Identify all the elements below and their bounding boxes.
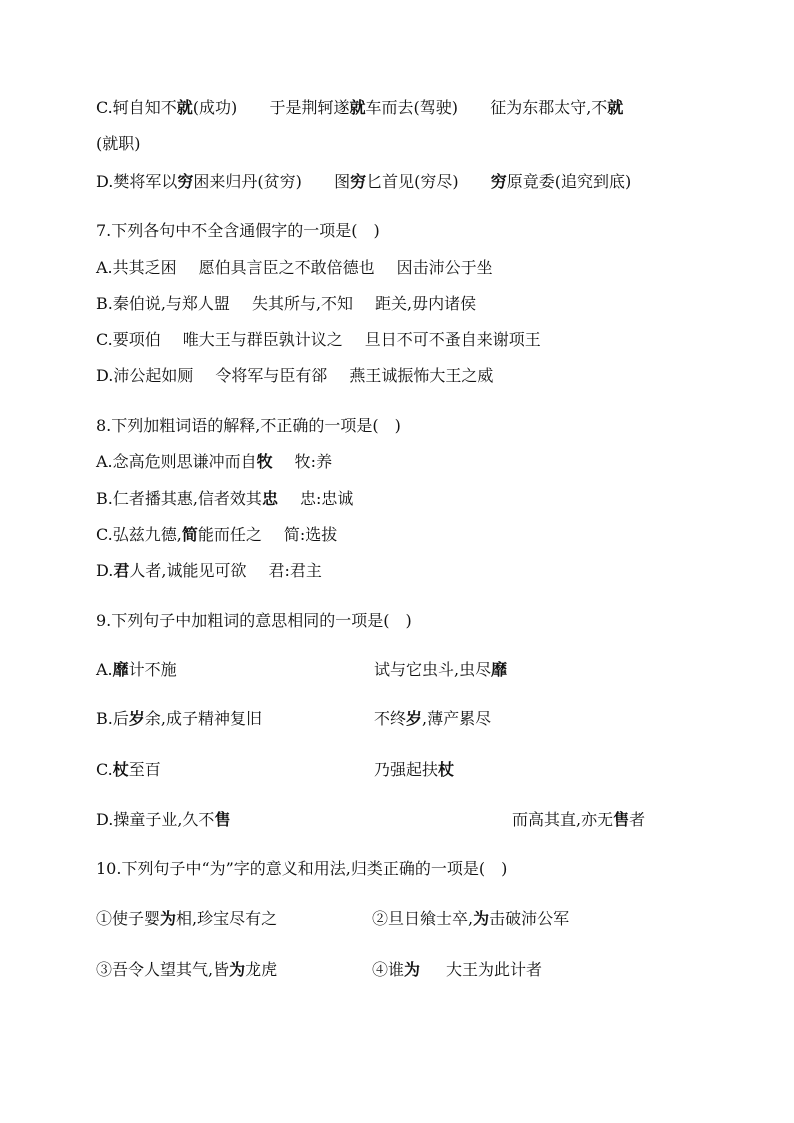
text: C.弘兹九德, bbox=[96, 525, 182, 544]
q7-option-d bbox=[96, 366, 493, 386]
bold-word: 忠 bbox=[261, 489, 278, 508]
q9-option-c-right bbox=[374, 760, 454, 780]
bold-word: 牧 bbox=[256, 452, 273, 471]
q9-stem: 9.下列句子中加粗词的意思相同的一项是( ) bbox=[96, 611, 412, 630]
text: 余,成子精神复旧 bbox=[144, 709, 262, 728]
q8-option-b bbox=[96, 489, 353, 509]
text: 不终 bbox=[374, 709, 407, 728]
bold-word: 靡 bbox=[112, 660, 129, 679]
text: D.樊将军以 bbox=[96, 172, 178, 191]
q6-option-c-cont: (就职) bbox=[96, 134, 141, 153]
bold-word: 为 bbox=[229, 960, 246, 979]
text: 至百 bbox=[128, 760, 161, 779]
text: 忠:忠诚 bbox=[299, 489, 354, 508]
q9-option-a-left bbox=[96, 660, 177, 680]
bold-word: 售 bbox=[613, 810, 630, 829]
text: B.后 bbox=[96, 709, 129, 728]
q8-option-a bbox=[96, 452, 332, 472]
bold-word: 君 bbox=[113, 561, 130, 580]
text: 匕首见(穷尽) bbox=[366, 172, 459, 191]
q9-option-b-right bbox=[374, 709, 491, 729]
text: A.念高危则思谦冲而自 bbox=[96, 452, 257, 471]
q7-stem: 7.下列各句中不全含通假字的一项是( ) bbox=[96, 221, 380, 240]
q9-option-d-right bbox=[512, 810, 645, 830]
text: B.秦伯说,与郑人盟 bbox=[96, 294, 230, 313]
bold-word: 岁 bbox=[128, 709, 145, 728]
text: 距关,毋内诸侯 bbox=[375, 294, 477, 313]
text: 令将军与臣有郤 bbox=[215, 366, 328, 385]
text: A. bbox=[96, 660, 113, 679]
text: D. bbox=[96, 561, 114, 580]
bold-word: 穷 bbox=[490, 172, 507, 191]
text: 大王为此计者 bbox=[446, 960, 543, 979]
text: D.操童子业,久不 bbox=[96, 810, 215, 829]
q7-option-a bbox=[96, 258, 493, 278]
q8-stem: 8.下列加粗词语的解释,不正确的一项是( ) bbox=[96, 416, 401, 435]
q9-option-d-left bbox=[96, 810, 230, 830]
text: 图 bbox=[334, 172, 351, 191]
q10-stem: 10.下列句子中“为”字的意义和用法,归类正确的一项是( ) bbox=[96, 859, 508, 878]
q8-option-d bbox=[96, 561, 322, 581]
text: C.轲自知不 bbox=[96, 98, 177, 117]
text: 简:选拔 bbox=[283, 525, 338, 544]
text: 旦日不可不蚤自来谢项王 bbox=[364, 330, 541, 349]
text: 试与它虫斗,虫尽 bbox=[374, 660, 492, 679]
text: C. bbox=[96, 760, 113, 779]
bold-word: 岁 bbox=[406, 709, 423, 728]
text: B.仁者播其惠,信者效其 bbox=[96, 489, 262, 508]
text: 车而去(驾驶) bbox=[365, 98, 458, 117]
bold-word: 为 bbox=[404, 960, 421, 979]
bold-word: 杖 bbox=[438, 760, 455, 779]
text: C.要项伯 bbox=[96, 330, 161, 349]
q10-item-4 bbox=[372, 960, 542, 980]
bold-word: 穷 bbox=[350, 172, 367, 191]
text: 计不施 bbox=[128, 660, 177, 679]
text: 原竟委(追究到底) bbox=[506, 172, 632, 191]
text: 能而任之 bbox=[197, 525, 262, 544]
text: (成功) bbox=[192, 98, 238, 117]
text: 君:君主 bbox=[268, 561, 322, 580]
bold-word: 简 bbox=[181, 525, 198, 544]
q7-option-c bbox=[96, 330, 541, 350]
text: A.共其乏困 bbox=[96, 258, 177, 277]
text: 龙虎 bbox=[245, 960, 278, 979]
bold-word: 穷 bbox=[177, 172, 194, 191]
text: 失其所与,不知 bbox=[251, 294, 354, 313]
text: 愿伯具言臣之不敢倍德也 bbox=[198, 258, 375, 277]
q10-item-1 bbox=[96, 909, 277, 929]
text: 击破沛公军 bbox=[489, 909, 570, 928]
text: D.沛公起如厕 bbox=[96, 366, 194, 385]
q6-option-d bbox=[96, 172, 631, 192]
bold-word: 靡 bbox=[491, 660, 508, 679]
q10-item-2 bbox=[372, 909, 569, 929]
text: 者 bbox=[629, 810, 646, 829]
text: ④谁 bbox=[372, 960, 405, 979]
bold-word: 就 bbox=[349, 98, 366, 117]
bold-word: 就 bbox=[607, 98, 624, 117]
bold-word: 为 bbox=[160, 909, 177, 928]
q10-item-3 bbox=[96, 960, 277, 980]
text: ①使子婴 bbox=[96, 909, 161, 928]
text: 困来归丹(贫穷) bbox=[193, 172, 302, 191]
bold-word: 售 bbox=[214, 810, 231, 829]
text: 人者,诚能见可欲 bbox=[129, 561, 247, 580]
bold-word: 杖 bbox=[112, 760, 129, 779]
text: 因击沛公于坐 bbox=[396, 258, 493, 277]
text: ,薄产累尽 bbox=[422, 709, 492, 728]
bold-word: 就 bbox=[176, 98, 193, 117]
text: 燕王诚振怖大王之威 bbox=[349, 366, 494, 385]
text: 乃强起扶 bbox=[374, 760, 439, 779]
text: 于是荆轲遂 bbox=[269, 98, 350, 117]
text: ②旦日飨士卒, bbox=[372, 909, 474, 928]
q9-option-b-left bbox=[96, 709, 262, 729]
bold-word: 为 bbox=[473, 909, 490, 928]
text: ③吾令人望其气,皆 bbox=[96, 960, 230, 979]
text: 而高其直,亦无 bbox=[512, 810, 614, 829]
q9-option-c-left bbox=[96, 760, 161, 780]
text: 相,珍宝尽有之 bbox=[176, 909, 278, 928]
q8-option-c bbox=[96, 525, 337, 545]
q7-option-b bbox=[96, 294, 476, 314]
q6-option-c bbox=[96, 98, 623, 118]
text: 唯大王与群臣孰计议之 bbox=[182, 330, 343, 349]
q9-option-a-right bbox=[374, 660, 507, 680]
text: 征为东郡太守,不 bbox=[490, 98, 608, 117]
text: 牧:养 bbox=[294, 452, 333, 471]
